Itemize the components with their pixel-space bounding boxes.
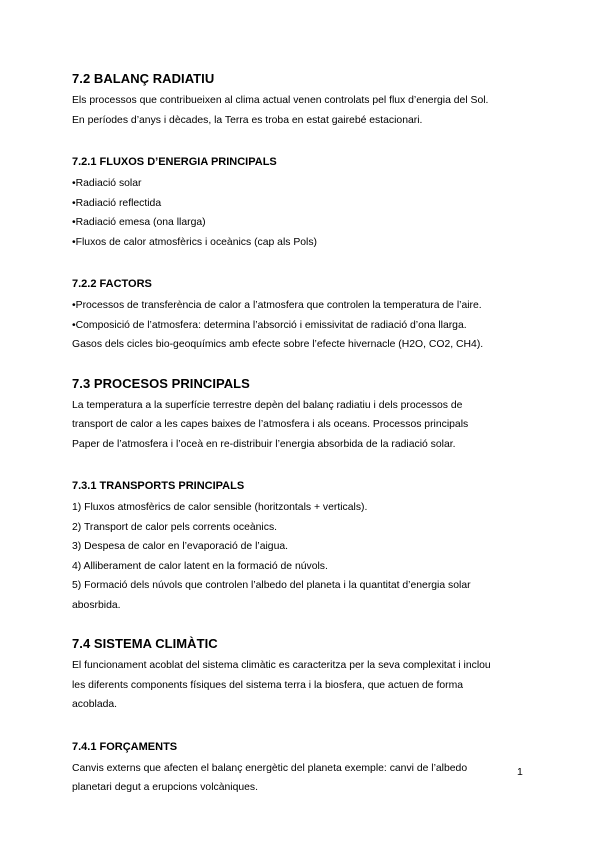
list-item: •Radiació reflectida — [72, 197, 162, 209]
heading-forcaments: 7.4.1 FORÇAMENTS — [72, 740, 178, 753]
heading-transports-principals: 7.3.1 TRANSPORTS PRINCIPALS — [72, 480, 245, 492]
list-item-continuation: abosrbida. — [72, 599, 121, 611]
list-item: •Radiació emesa (ona llarga) — [72, 217, 206, 228]
list-item: •Fluxos de calor atmosfèrics i oceànics (cap als Pols) — [72, 236, 318, 248]
heading-sistema-climatic: 7.4 SISTEMA CLIMÀTIC — [72, 636, 218, 651]
document-body — [72, 70, 532, 798]
heading-factors: 7.2.2 FACTORS — [72, 278, 152, 290]
list-fluxos — [72, 174, 532, 252]
list-factors — [72, 296, 532, 355]
text-line: transport de calor a les capes baixes de l’atmosfera i als oceans. Processos principals — [72, 419, 469, 430]
text-line: En períodes d’anys i dècades, la Terra es troba en estat gairebé estacionari. — [72, 114, 423, 126]
text-line: El funcionament acoblat del sistema climàtic es caracteritza per la seva complexitat i inclou — [72, 660, 491, 671]
list-item: 3) Despesa de calor en l’evaporació de l’aigua. — [72, 541, 289, 552]
section-fluxos — [72, 154, 532, 252]
page-number: 1 — [517, 766, 523, 778]
list-item: 4) Alliberament de calor latent en la formació de núvols. — [72, 560, 328, 572]
list-item: •Processos de transferència de calor a l’atmosfera que controlen la temperatura de l’aire. — [72, 300, 482, 311]
text-line: Canvis externs que afecten el balanç energètic del planeta exemple: canvi de l’albedo — [72, 762, 468, 774]
list-item: 5) Formació dels núvols que controlen l’albedo del planeta i la quantitat d’energia solar — [72, 580, 471, 591]
section-factors — [72, 276, 532, 355]
paragraph-procesos — [72, 396, 532, 455]
text-line: planetari degut a erupcions volcàniques. — [72, 782, 259, 793]
paragraph-balanc-radiatiu — [72, 91, 532, 130]
paragraph-forcaments — [72, 759, 532, 798]
heading-procesos-principals: 7.3 PROCESOS PRINCIPALS — [72, 375, 250, 391]
text-line: Els processos que contribueixen al clima actual venen controlats pel flux d’energia del Sol. — [72, 95, 489, 106]
list-item: 1) Fluxos atmosfèrics de calor sensible (horitzontals + verticals). — [72, 502, 368, 513]
section-sistema-climatic — [72, 635, 532, 715]
text-line: Paper de l’atmosfera i l’oceà en re-distribuir l’energia absorbida de la radiació solar. — [72, 438, 456, 450]
paragraph-sistema-climatic — [72, 656, 532, 715]
heading-balanc-radiatiu: 7.2 BALANÇ RADIATIU — [72, 71, 215, 86]
list-item: 2) Transport de calor pels corrents oceànics. — [72, 521, 278, 533]
list-item: Gasos dels cicles bio-geoquímics amb efecte sobre l’efecte hivernacle (H2O, CO2, CH4). — [72, 339, 484, 350]
list-item: •Radiació solar — [72, 178, 142, 189]
text-line: les diferents components físiques del sistema terra i la biosfera, que actuen de forma — [72, 679, 464, 691]
list-transports — [72, 498, 532, 615]
text-line: La temperatura a la superfície terrestre depèn del balanç radiatiu i dels processos de — [72, 399, 463, 411]
heading-fluxos-energia: 7.2.1 FLUXOS D’ENERGIA PRINCIPALS — [72, 156, 277, 168]
section-forcaments — [72, 739, 532, 798]
section-transports — [72, 478, 532, 615]
section-procesos — [72, 375, 532, 455]
list-item: •Composició de l’atmosfera: determina l’absorció i emissivitat de radiació d’ona llarga. — [72, 319, 467, 331]
text-line: acoblada. — [72, 699, 118, 710]
